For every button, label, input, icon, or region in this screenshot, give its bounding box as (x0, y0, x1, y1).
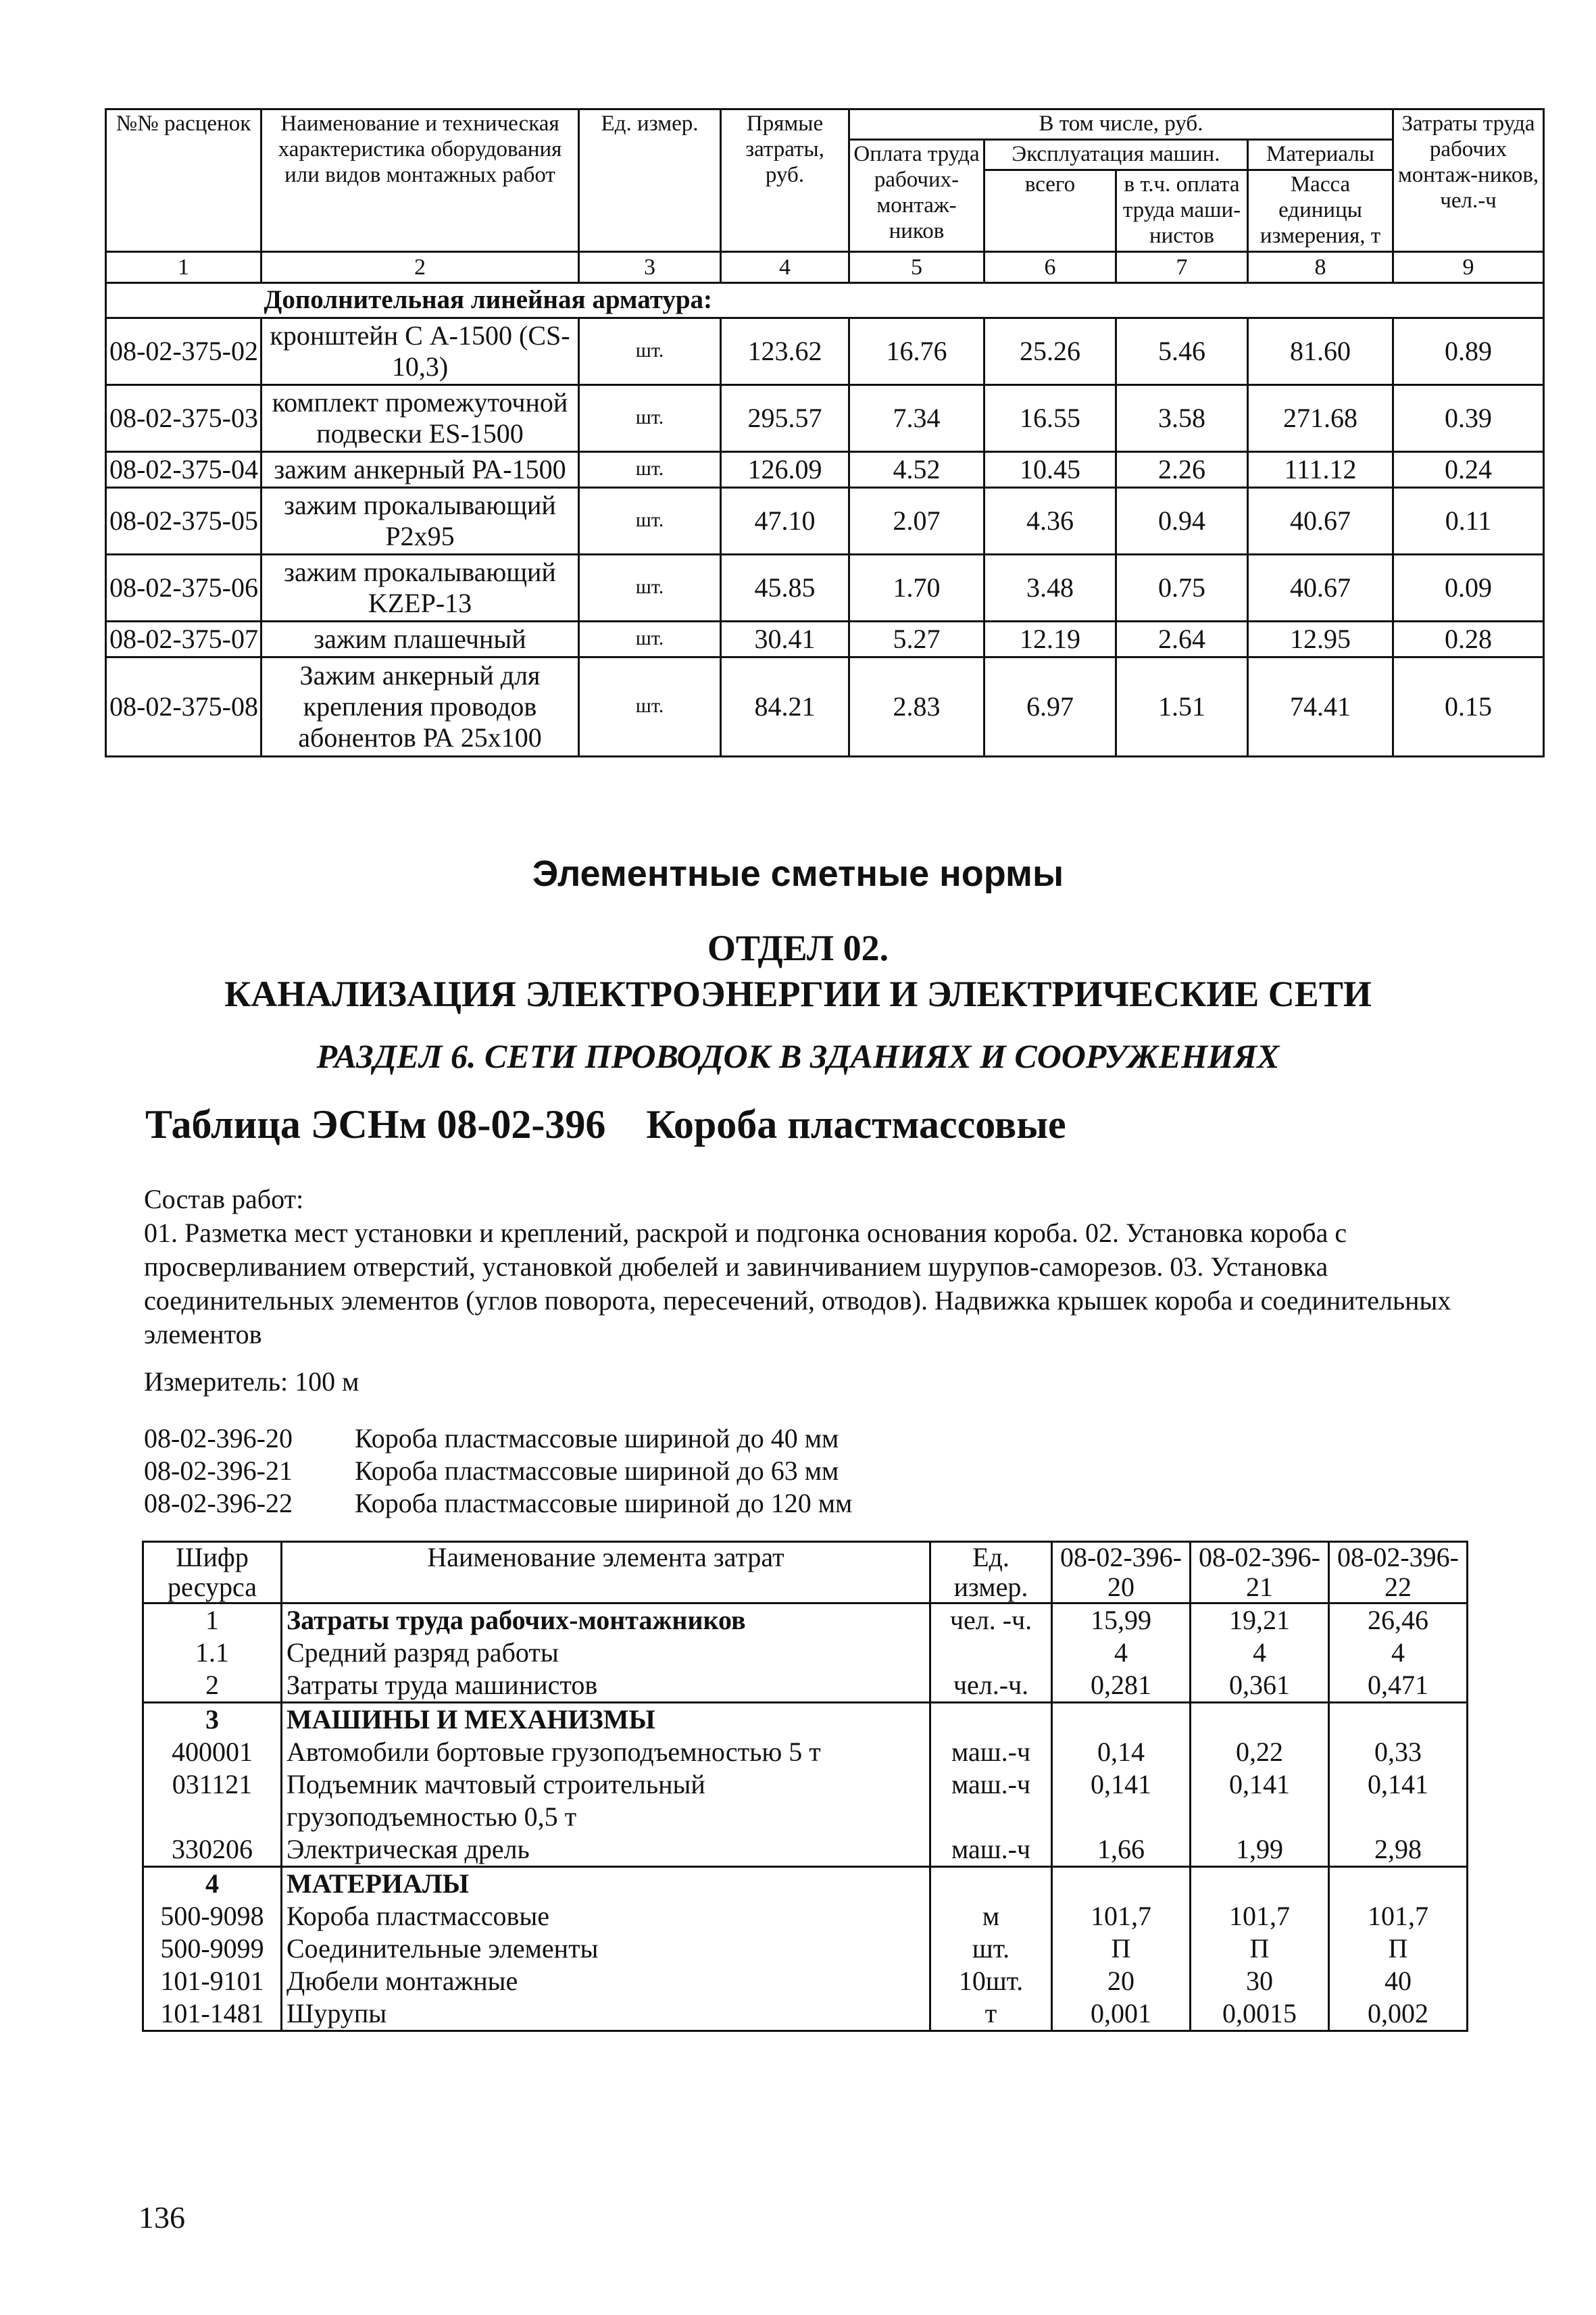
row-code: 08-02-375-08 (106, 657, 261, 756)
row-code: 08-02-375-07 (106, 621, 261, 657)
row-value: 0,0015 (1191, 1997, 1329, 2031)
row-materials: 40.67 (1248, 487, 1393, 554)
row-unit (930, 1867, 1052, 1901)
header-resource-code: Шифр (143, 1542, 282, 1573)
row-value: 30 (1191, 1965, 1329, 1997)
row-materials: 40.67 (1248, 554, 1393, 621)
header-pay: Оплата труда рабочих-монтаж-ников (849, 139, 984, 251)
row-value: 26,46 (1329, 1603, 1468, 1637)
row-value: 101,7 (1191, 1900, 1329, 1933)
header-machines: Эксплуатация машин. (984, 139, 1248, 170)
row-machines: 16.55 (984, 384, 1116, 451)
row-code: 08-02-375-05 (106, 487, 261, 554)
table-row (106, 657, 1544, 756)
variant-code: 08-02-396-20 (144, 1423, 293, 1453)
row-value: 0,141 (1052, 1768, 1191, 1833)
table-row (106, 621, 1544, 657)
table-row (106, 384, 1544, 451)
work-composition-text: 01. Разметка мест установки и креплений, раскрой и подгонка основания короба. 02. Установка короба с просверливанием отверстий, установкой дюбелей и завинчиванием шурупов-саморезов. 03. Установка соединительных элементов (углов поворота, пересечений, отводов). Надвижка крышек короба и соединительных элементов (144, 1218, 1451, 1349)
row-value: 1,66 (1052, 1833, 1191, 1867)
row-unit: шт. (579, 554, 721, 621)
row-direct: 123.62 (721, 318, 849, 384)
row-value: П (1052, 1933, 1191, 1965)
page-number: 136 (139, 2200, 185, 2235)
row-pay: 1.70 (849, 554, 984, 621)
row-name: Короба пластмассовые (282, 1900, 930, 1933)
row-value: 1,99 (1191, 1833, 1329, 1867)
table-row (143, 1965, 1468, 1997)
header-unit: Ед. измер. (579, 109, 721, 252)
row-unit: чел. -ч. (930, 1603, 1052, 1637)
row-value (1329, 1703, 1468, 1737)
row-unit: шт. (579, 451, 721, 487)
row-machines-pay: 0.75 (1116, 554, 1248, 621)
header-including: В том числе, руб. (849, 109, 1393, 140)
row-name: Шурупы (282, 1997, 930, 2031)
row-value: 20 (1052, 1965, 1191, 1997)
col-number: 4 (721, 251, 849, 282)
row-machines: 6.97 (984, 657, 1116, 756)
row-name: Зажим анкерный для крепления проводов абонентов РА 25x100 (261, 657, 579, 756)
subsection-title: РАЗДЕЛ 6. СЕТИ ПРОВОДОК В ЗДАНИЯХ И СООРУЖЕНИЯХ (316, 1037, 1280, 1075)
row-pay: 4.52 (849, 451, 984, 487)
row-unit: шт. (579, 487, 721, 554)
row-code: 1.1 (143, 1637, 282, 1669)
header-variant: 08-02-396- (1191, 1542, 1329, 1573)
col-number: 5 (849, 251, 984, 282)
header-labor: Затраты труда рабочих монтаж-ников, чел.-ч (1393, 109, 1544, 252)
row-materials: 271.68 (1248, 384, 1393, 451)
list-item (144, 1455, 852, 1487)
row-machines: 25.26 (984, 318, 1116, 384)
row-unit: маш.-ч (930, 1768, 1052, 1833)
table-row (106, 318, 1544, 384)
header-unit-2: измер. (930, 1572, 1052, 1603)
row-value: 0,33 (1329, 1736, 1468, 1768)
row-code: 101-9101 (143, 1965, 282, 1997)
row-name: комплект промежуточной подвески ES-1500 (261, 384, 579, 451)
header-machines-total: всего (984, 170, 1116, 251)
row-name: зажим прокалывающий P2x95 (261, 487, 579, 554)
row-machines-pay: 0.94 (1116, 487, 1248, 554)
row-value: 0,002 (1329, 1997, 1468, 2031)
row-machines-pay: 2.64 (1116, 621, 1248, 657)
row-code: 330206 (143, 1833, 282, 1867)
header-direct-costs: Прямые затраты, руб. (721, 109, 849, 252)
row-unit: чел.-ч. (930, 1669, 1052, 1703)
variant-name: Короба пластмассовые шириной до 40 мм (355, 1423, 839, 1453)
header-code: №№ расценок (106, 109, 261, 252)
row-value: 19,21 (1191, 1603, 1329, 1637)
row-unit: маш.-ч (930, 1736, 1052, 1768)
row-name: Соединительные элементы (282, 1933, 930, 1965)
row-code: 4 (143, 1867, 282, 1901)
row-name: Электрическая дрель (282, 1833, 930, 1867)
row-value: 0,22 (1191, 1736, 1329, 1768)
row-labor: 0.11 (1393, 487, 1544, 554)
col-number: 2 (261, 251, 579, 282)
row-labor: 0.15 (1393, 657, 1544, 756)
row-machines-pay: 1.51 (1116, 657, 1248, 756)
row-code: 1 (143, 1603, 282, 1637)
row-pay: 2.83 (849, 657, 984, 756)
row-code: 400001 (143, 1736, 282, 1768)
row-value: 101,7 (1329, 1900, 1468, 1933)
row-code: 3 (143, 1703, 282, 1737)
row-materials: 111.12 (1248, 451, 1393, 487)
table-row (143, 1997, 1468, 2031)
row-machines: 3.48 (984, 554, 1116, 621)
row-direct: 30.41 (721, 621, 849, 657)
section-title: ОТДЕЛ 02. (707, 928, 889, 968)
row-value: 0,471 (1329, 1669, 1468, 1703)
row-unit: м (930, 1900, 1052, 1933)
col-number: 6 (984, 251, 1116, 282)
row-code: 08-02-375-04 (106, 451, 261, 487)
row-code: 2 (143, 1669, 282, 1703)
row-pay: 5.27 (849, 621, 984, 657)
row-name: зажим плашечный (261, 621, 579, 657)
row-machines: 12.19 (984, 621, 1116, 657)
row-name: Средний разряд работы (282, 1637, 930, 1669)
row-name: зажим анкерный РА-1500 (261, 451, 579, 487)
table-row (143, 1603, 1468, 1637)
header-name: Наименование и техническая характеристика оборудования или видов монтажных работ (261, 109, 579, 252)
table-row (143, 1933, 1468, 1965)
row-name: Затраты труда рабочих-монтажников (282, 1603, 930, 1637)
col-number: 9 (1393, 251, 1544, 282)
variant-code: 08-02-396-22 (144, 1488, 293, 1518)
row-labor: 0.28 (1393, 621, 1544, 657)
row-direct: 126.09 (721, 451, 849, 487)
table-row (143, 1900, 1468, 1933)
header-variant: 08-02-396- (1052, 1542, 1191, 1573)
row-name: кронштейн С А-1500 (CS-10,3) (261, 318, 579, 384)
header-mass: Масса единицы измерения, т (1248, 170, 1393, 251)
table-title (145, 1101, 1066, 1148)
row-unit: шт. (579, 621, 721, 657)
header-variant-2: 21 (1191, 1572, 1329, 1603)
row-value: 2,98 (1329, 1833, 1468, 1867)
header-variant-2: 22 (1329, 1572, 1468, 1603)
row-value: 101,7 (1052, 1900, 1191, 1933)
row-labor: 0.89 (1393, 318, 1544, 384)
row-value: 0,141 (1191, 1768, 1329, 1833)
row-value: 0,281 (1052, 1669, 1191, 1703)
row-machines-pay: 3.58 (1116, 384, 1248, 451)
row-materials: 12.95 (1248, 621, 1393, 657)
row-machines: 10.45 (984, 451, 1116, 487)
row-value: П (1191, 1933, 1329, 1965)
row-value: 40 (1329, 1965, 1468, 1997)
header-unit: Ед. (930, 1542, 1052, 1573)
row-value: 0,14 (1052, 1736, 1191, 1768)
row-value: 4 (1329, 1637, 1468, 1669)
table-row (143, 1736, 1468, 1768)
group-label: Дополнительная линейная арматура: (261, 282, 1544, 318)
table-row (106, 487, 1544, 554)
row-machines: 4.36 (984, 487, 1116, 554)
row-name: зажим прокалывающий KZEP-13 (261, 554, 579, 621)
row-value (1329, 1867, 1468, 1901)
row-direct: 45.85 (721, 554, 849, 621)
variant-name: Короба пластмассовые шириной до 120 мм (355, 1488, 853, 1518)
section-name: КАНАЛИЗАЦИЯ ЭЛЕКТРОЭНЕРГИИ И ЭЛЕКТРИЧЕСКИЕ СЕТИ (224, 974, 1372, 1014)
col-number: 3 (579, 251, 721, 282)
variant-code: 08-02-396-21 (144, 1455, 293, 1486)
row-name: Подъемник мачтовый строительный грузоподъемностью 0,5 т (282, 1768, 930, 1833)
row-code: 500-9099 (143, 1933, 282, 1965)
row-code: 500-9098 (143, 1900, 282, 1933)
table-row (143, 1833, 1468, 1867)
row-code: 031121 (143, 1768, 282, 1833)
row-value: 0,361 (1191, 1669, 1329, 1703)
header-variant: 08-02-396- (1329, 1542, 1468, 1573)
row-labor: 0.24 (1393, 451, 1544, 487)
row-value (1191, 1867, 1329, 1901)
row-unit: маш.-ч (930, 1833, 1052, 1867)
row-unit: шт. (930, 1933, 1052, 1965)
variant-name: Короба пластмассовые шириной до 63 мм (355, 1455, 839, 1486)
row-unit: шт. (579, 318, 721, 384)
row-direct: 295.57 (721, 384, 849, 451)
row-value: 0,001 (1052, 1997, 1191, 2031)
row-code: 08-02-375-06 (106, 554, 261, 621)
row-machines-pay: 2.26 (1116, 451, 1248, 487)
list-item (144, 1422, 852, 1455)
row-materials: 81.60 (1248, 318, 1393, 384)
row-unit (930, 1637, 1052, 1669)
resources-table (142, 1541, 1468, 2032)
variants-list (144, 1422, 852, 1520)
table-row (143, 1768, 1468, 1833)
row-value (1191, 1703, 1329, 1737)
row-code: 08-02-375-03 (106, 384, 261, 451)
row-value: 0,141 (1329, 1768, 1468, 1833)
header-machines-pay: в т.ч. оплата труда маши-нистов (1116, 170, 1248, 251)
table-code: Таблица ЭСНм 08-02-396 (145, 1102, 606, 1147)
row-unit: шт. (579, 384, 721, 451)
row-machines-pay: 5.46 (1116, 318, 1248, 384)
row-value: 15,99 (1052, 1603, 1191, 1637)
table-row (143, 1703, 1468, 1737)
row-code: 08-02-375-02 (106, 318, 261, 384)
row-name: Дюбели монтажные (282, 1965, 930, 1997)
row-materials: 74.41 (1248, 657, 1393, 756)
table-row (143, 1637, 1468, 1669)
row-pay: 2.07 (849, 487, 984, 554)
row-unit (930, 1703, 1052, 1737)
row-name: Автомобили бортовые грузоподъемностью 5 т (282, 1736, 930, 1768)
row-unit: т (930, 1997, 1052, 2031)
row-name: Затраты труда машинистов (282, 1669, 930, 1703)
row-pay: 16.76 (849, 318, 984, 384)
row-unit: шт. (579, 657, 721, 756)
row-value (1052, 1867, 1191, 1901)
header-variant-2: 20 (1052, 1572, 1191, 1603)
row-value: 4 (1191, 1637, 1329, 1669)
col-number: 8 (1248, 251, 1393, 282)
row-name: МАШИНЫ И МЕХАНИЗМЫ (282, 1703, 930, 1737)
table-row (143, 1867, 1468, 1901)
row-labor: 0.39 (1393, 384, 1544, 451)
sub-title: Элементные сметные нормы (532, 853, 1064, 894)
row-labor: 0.09 (1393, 554, 1544, 621)
row-pay: 7.34 (849, 384, 984, 451)
price-table (105, 108, 1545, 757)
row-value (1052, 1703, 1191, 1737)
table-row (106, 554, 1544, 621)
header-materials: Материалы (1248, 139, 1393, 170)
row-name: МАТЕРИАЛЫ (282, 1867, 930, 1901)
row-code: 101-1481 (143, 1997, 282, 2031)
table-row (143, 1669, 1468, 1703)
row-direct: 84.21 (721, 657, 849, 756)
row-direct: 47.10 (721, 487, 849, 554)
col-number: 7 (1116, 251, 1248, 282)
row-value: П (1329, 1933, 1468, 1965)
header-resource-code-2: ресурса (143, 1572, 282, 1603)
row-unit: 10шт. (930, 1965, 1052, 1997)
measure-unit: Измеритель: 100 м (144, 1366, 359, 1397)
table-name: Короба пластмассовые (646, 1102, 1066, 1147)
list-item (144, 1487, 852, 1520)
table-row (106, 451, 1544, 487)
work-composition-label: Состав работ: (144, 1184, 304, 1214)
row-value: 4 (1052, 1637, 1191, 1669)
header-element-name: Наименование элемента затрат (282, 1542, 930, 1573)
col-number: 1 (106, 251, 261, 282)
